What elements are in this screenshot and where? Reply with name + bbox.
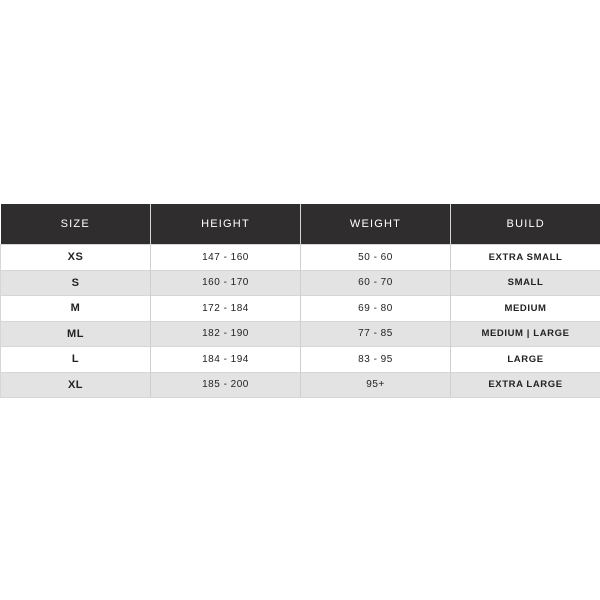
- height-cell: 172 - 184: [151, 296, 301, 322]
- header-row: [1, 204, 600, 245]
- height-cell: 185 - 200: [151, 372, 301, 398]
- build-cell: MEDIUM: [451, 296, 600, 322]
- height-cell: 147 - 160: [151, 245, 301, 271]
- header-height: HEIGHT: [151, 204, 301, 245]
- table-row: [1, 245, 600, 271]
- size-cell: L: [1, 347, 151, 373]
- build-cell: LARGE: [451, 347, 600, 373]
- build-cell: EXTRA SMALL: [451, 245, 600, 271]
- size-cell: S: [1, 270, 151, 296]
- table-row: [1, 347, 600, 373]
- build-cell: EXTRA LARGE: [451, 372, 600, 398]
- size-cell: XL: [1, 372, 151, 398]
- size-cell: M: [1, 296, 151, 322]
- weight-cell: 95+: [301, 372, 451, 398]
- height-cell: 160 - 170: [151, 270, 301, 296]
- table-row: [1, 296, 600, 322]
- table-body: [1, 245, 600, 398]
- build-cell: SMALL: [451, 270, 600, 296]
- table-row: [1, 372, 600, 398]
- header-build: BUILD: [451, 204, 600, 245]
- table-row: [1, 270, 600, 296]
- header-weight: WEIGHT: [301, 204, 451, 245]
- size-chart-table: [0, 204, 600, 398]
- header-size: SIZE: [1, 204, 151, 245]
- weight-cell: 50 - 60: [301, 245, 451, 271]
- table-header: [1, 204, 600, 245]
- table-row: [1, 321, 600, 347]
- build-cell: MEDIUM | LARGE: [451, 321, 600, 347]
- weight-cell: 83 - 95: [301, 347, 451, 373]
- size-cell: ML: [1, 321, 151, 347]
- weight-cell: 69 - 80: [301, 296, 451, 322]
- weight-cell: 60 - 70: [301, 270, 451, 296]
- size-cell: XS: [1, 245, 151, 271]
- height-cell: 184 - 194: [151, 347, 301, 373]
- weight-cell: 77 - 85: [301, 321, 451, 347]
- height-cell: 182 - 190: [151, 321, 301, 347]
